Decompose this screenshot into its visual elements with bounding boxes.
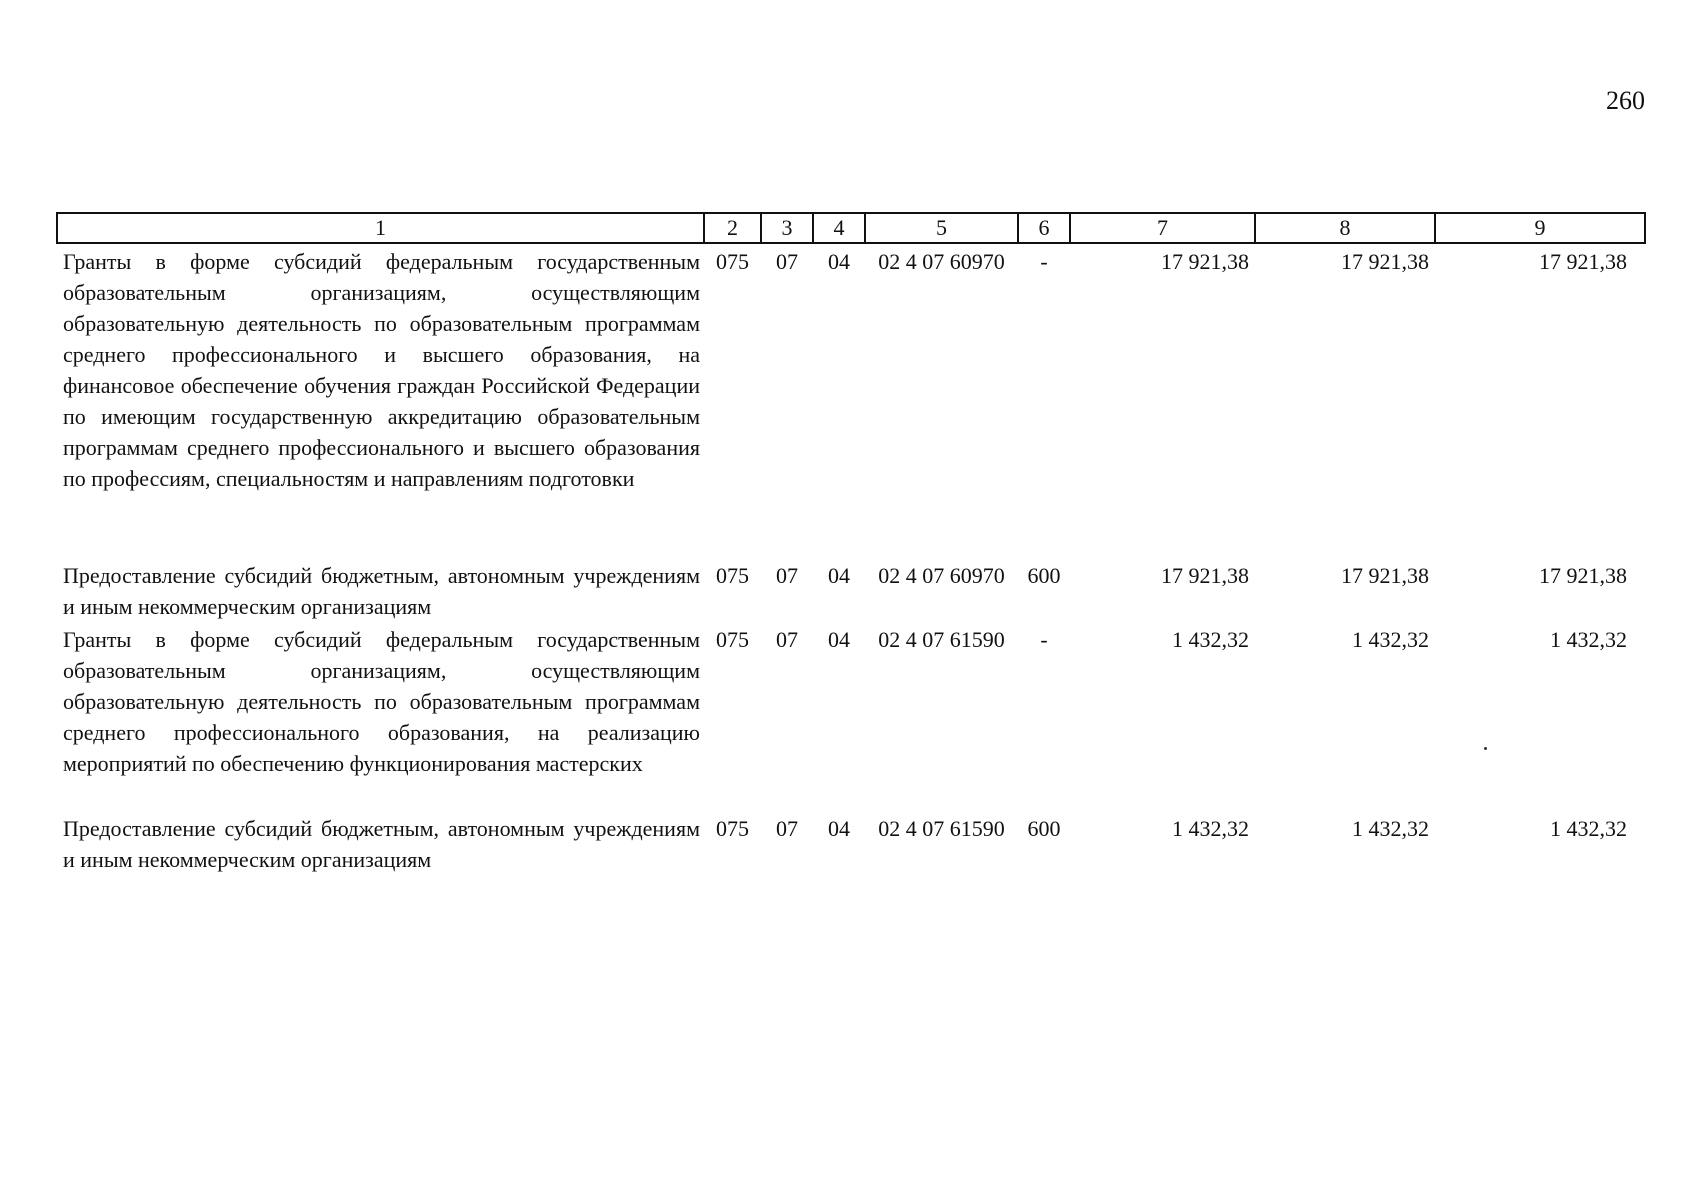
row-col2: 075 (716, 563, 749, 588)
table-row (57, 243, 1645, 558)
row-col6: 600 (1027, 563, 1061, 588)
row-col5: 02 4 07 60970 (878, 249, 1005, 274)
row-col7: 17 921,38 (1161, 249, 1249, 274)
row-col9: 1 432,32 (1550, 816, 1627, 841)
header-col-8: 8 (1255, 213, 1435, 243)
row-name: Гранты в форме субсидий федеральным государственным образовательным организациям, осуществляющим образовательную деятельность по образовательным программам среднего профессионального и высшего образования, на финансовое обеспечение обучения граждан Российской Федерации по имеющим государственную аккредитацию образовательным программам среднего профессионального и высшего образования по профессиям, специальностям и направлениям подготовки (63, 249, 700, 491)
row-col5: 02 4 07 61590 (878, 627, 1005, 652)
row-col4: 04 (828, 627, 850, 652)
row-col6: - (1040, 627, 1048, 652)
row-col4: 04 (828, 563, 850, 588)
row-name: Предоставление субсидий бюджетным, автономным учреждениям и иным некоммерческим организациям (63, 816, 700, 872)
table-header (57, 213, 1645, 243)
row-col4: 04 (828, 816, 850, 841)
page-number: 260 (1606, 86, 1645, 115)
table-body (57, 243, 1645, 875)
row-col3: 07 (776, 627, 798, 652)
row-col6: - (1040, 249, 1048, 274)
row-col9: 17 921,38 (1539, 249, 1627, 274)
header-col-4: 4 (813, 213, 865, 243)
row-col9: 17 921,38 (1539, 563, 1627, 588)
table-row (57, 558, 1645, 622)
table-row (57, 811, 1645, 875)
row-col4: 04 (828, 249, 850, 274)
row-col3: 07 (776, 816, 798, 841)
budget-table (56, 212, 1646, 875)
row-name: Предоставление субсидий бюджетным, автономным учреждениям и иным некоммерческим организациям (63, 563, 700, 619)
row-col5: 02 4 07 61590 (878, 816, 1005, 841)
row-col8: 17 921,38 (1341, 563, 1429, 588)
row-col7: 17 921,38 (1161, 563, 1249, 588)
row-name: Гранты в форме субсидий федеральным государственным образовательным организациям, осуществляющим образовательную деятельность по образовательным программам среднего профессионального образования, на реализацию мероприятий по обеспечению функционирования мастерских (63, 627, 700, 776)
row-col7: 1 432,32 (1172, 627, 1249, 652)
header-col-7: 7 (1070, 213, 1255, 243)
header-row (57, 213, 1645, 243)
header-col-5: 5 (865, 213, 1018, 243)
row-col7: 1 432,32 (1172, 816, 1249, 841)
row-col2: 075 (716, 249, 749, 274)
header-col-3: 3 (761, 213, 813, 243)
row-col2: 075 (716, 816, 749, 841)
header-col-9: 9 (1435, 213, 1645, 243)
scan-speck (1484, 747, 1487, 750)
row-col2: 075 (716, 627, 749, 652)
header-col-2: 2 (704, 213, 761, 243)
row-col6: 600 (1027, 816, 1061, 841)
row-col9: 1 432,32 (1550, 627, 1627, 652)
row-col8: 1 432,32 (1352, 816, 1429, 841)
header-col-1: 1 (57, 213, 704, 243)
row-col8: 1 432,32 (1352, 627, 1429, 652)
table-row (57, 622, 1645, 811)
header-col-6: 6 (1018, 213, 1070, 243)
row-col5: 02 4 07 60970 (878, 563, 1005, 588)
row-col3: 07 (776, 563, 798, 588)
row-col3: 07 (776, 249, 798, 274)
row-col8: 17 921,38 (1341, 249, 1429, 274)
